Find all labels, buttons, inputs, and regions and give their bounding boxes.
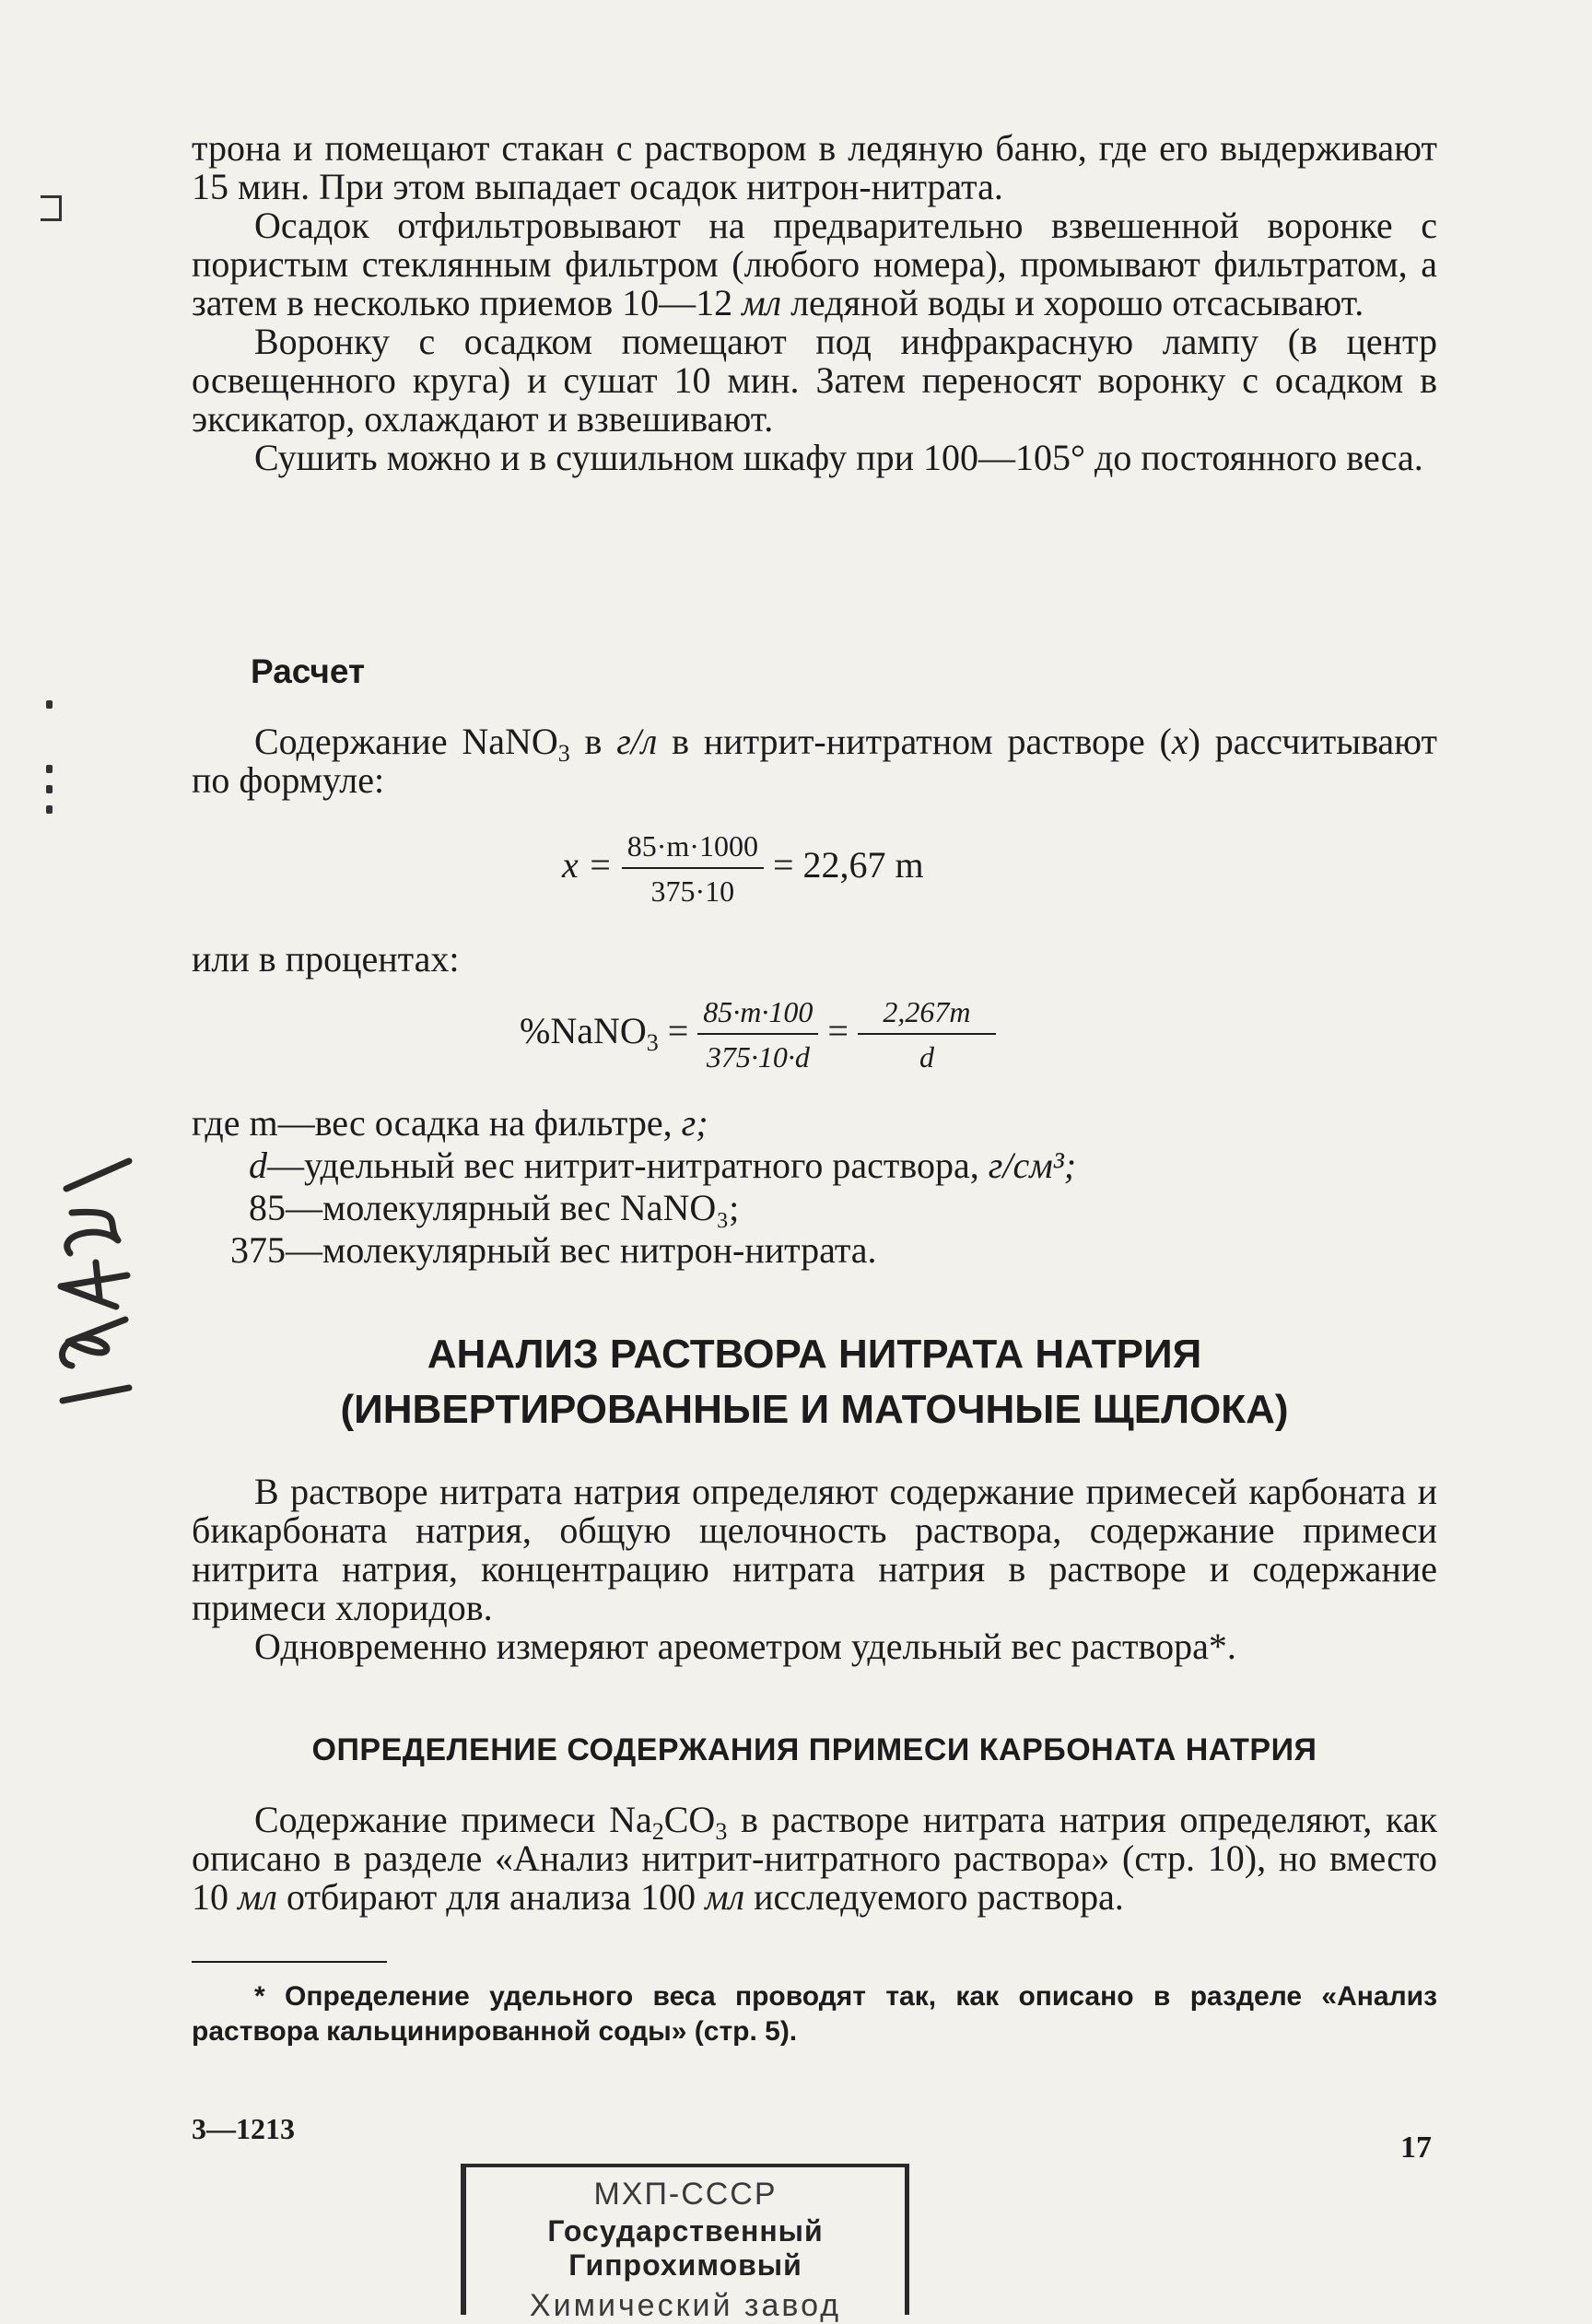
equals-sign: = bbox=[827, 1010, 849, 1052]
subsection-heading: ОПРЕДЕЛЕНИЕ СОДЕРЖАНИЯ ПРИМЕСИ КАРБОНАТА НАТРИЯ bbox=[311, 1732, 1317, 1767]
margin-dot bbox=[46, 765, 53, 773]
formula-percent-lhs: %NaNO$_3$ bbox=[520, 1010, 659, 1057]
stamp-line-2: Государственный Гипрохимовый bbox=[547, 2214, 824, 2282]
footnote-rule bbox=[192, 1961, 387, 1963]
formula-rhs: = 22,67 m bbox=[772, 844, 924, 886]
formula-percent-fraction-1 bbox=[697, 995, 818, 1074]
paragraph-7: Содержание примеси $Na_2CO_3$ в растворе нитрата натрия определяют, как описано в разделе «Анализ нитрит-нитратного раствора» (стр. 10), но вместо 10 мл отбирают для анализа 100 мл исследуемого раствора. bbox=[192, 1799, 1438, 1918]
calculation-heading: Расчет bbox=[251, 652, 366, 690]
paragraph-3: Воронку с осадком помещают под инфракрасную лампу (в центр освещенного круга) и сушат 10 мин. Затем переносят воронку с осадком в эксикатор, охлаждают и взвешивают. bbox=[192, 321, 1437, 440]
definition-row: 375—молекулярный вес нитрон-нитрата. bbox=[230, 1229, 877, 1271]
definition-row: d—удельный вес нитрит-нитратного раствора, г/см³; bbox=[249, 1144, 1077, 1186]
paragraph-2: Осадок отфильтровывают на предварительно взвешенной воронке с пористым стеклянным фильтром (любого номера), промывают фильтратом, а затем в несколько приемов 10—12 мл ледяной воды и хорошо отсасывают. bbox=[192, 205, 1437, 323]
calculation-intro bbox=[192, 722, 1437, 800]
definition-row: где m—вес осадка на фильтре, г; bbox=[192, 1102, 708, 1144]
paragraph-1: трона и помещают стакан с раствором в ледяную баню, где его выдерживают 15 мин. При этом выпадает осадок нитрон-нитрата. bbox=[192, 127, 1437, 207]
section-intro bbox=[192, 1473, 1437, 1666]
section-heading-line-1: АНАЛИЗ РАСТВОРА НИТРАТА НАТРИЯ bbox=[427, 1332, 1202, 1377]
body-text-top bbox=[192, 129, 1437, 477]
paragraph-6: Одновременно измеряют ареометром удельный вес раствора*. bbox=[254, 1626, 1236, 1667]
handwritten-archive-number bbox=[44, 1124, 136, 1419]
margin-bracket-mark bbox=[41, 195, 62, 221]
footnote: * Определение удельного веса проводят так, как описано в разделе «Анализ раствора кальцинированной соды» (стр. 5). bbox=[192, 1981, 1437, 2047]
formula-denominator: 375·10·d bbox=[706, 1040, 810, 1074]
formula-denominator: d bbox=[919, 1040, 934, 1074]
paragraph-5: В растворе нитрата натрия определяют содержание примесей карбоната и бикарбоната натрия, общую щелочность раствора, содержание примеси нитрита натрия, концентрацию нитрата натрия в растворе и содержание примеси хлоридов. bbox=[192, 1471, 1437, 1628]
section-heading-line-2: (ИНВЕРТИРОВАННЫЕ И МАТОЧНЫЕ ЩЕЛОКА) bbox=[340, 1387, 1289, 1432]
formula-numerator: 85·m·100 bbox=[697, 995, 818, 1035]
printer-signature: 3—1213 bbox=[192, 2112, 295, 2145]
or-percent-text: или в процентах: bbox=[192, 938, 460, 980]
or-percent-line bbox=[192, 940, 1437, 979]
library-stamp bbox=[461, 2164, 909, 2323]
subsection-body bbox=[192, 1801, 1437, 1917]
stamp-line-1: МХП-СССР bbox=[593, 2177, 778, 2212]
equals-sign: = bbox=[667, 1010, 689, 1052]
stamp-line-3: Химический завод bbox=[529, 2288, 842, 2323]
formula-denominator: 375·10 bbox=[650, 874, 735, 908]
paragraph-4: Сушить можно и в сушильном шкафу при 100—105° до постоянного веса. bbox=[254, 437, 1423, 478]
formula-grams-per-liter bbox=[562, 829, 924, 909]
margin-dot bbox=[46, 785, 53, 793]
formula-numerator: 85·m·1000 bbox=[622, 829, 764, 869]
margin-dot bbox=[46, 805, 53, 814]
formula-percent-fraction-2 bbox=[858, 995, 996, 1074]
page-number: 17 bbox=[1400, 2130, 1432, 2165]
formula-numerator: 2,267m bbox=[858, 995, 996, 1035]
definition-row: 85—молекулярный вес NaNO₃; bbox=[249, 1187, 740, 1228]
formula-fraction bbox=[622, 829, 764, 909]
margin-dot bbox=[46, 700, 53, 709]
calculation-paragraph: Содержание NaNO$_3$ в г/л в нитрит-нитратном растворе (x) рассчитывают по формуле: bbox=[192, 721, 1438, 801]
formula-lhs: x = bbox=[562, 844, 613, 886]
formula-percent bbox=[520, 995, 996, 1074]
variable-definitions bbox=[192, 1102, 1076, 1272]
